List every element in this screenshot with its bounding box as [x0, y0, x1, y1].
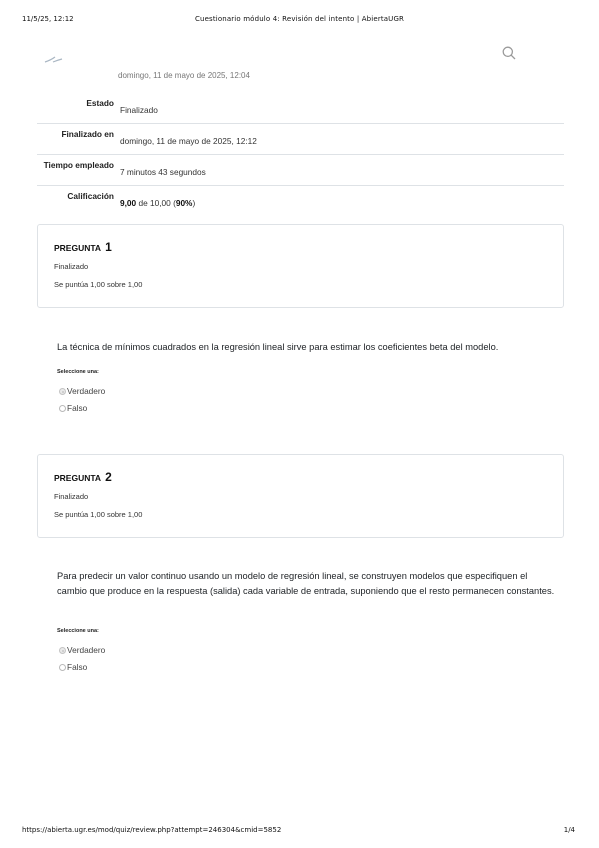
summary-value: Finalizado [120, 105, 158, 115]
print-date: 11/5/25, 12:12 [22, 15, 74, 23]
search-icon[interactable] [502, 46, 516, 60]
radio-checked-icon[interactable] [59, 647, 66, 654]
attempt-summary-table [37, 93, 564, 216]
print-page-number: 1/4 [563, 826, 575, 834]
summary-row-finalizado-en [37, 124, 564, 155]
option-verdadero[interactable] [59, 645, 105, 657]
score-mid: de 10,00 ( [136, 198, 176, 208]
option-label: Falso [67, 662, 88, 672]
question-state: Finalizado [54, 492, 89, 501]
question-info-card-1 [37, 224, 564, 308]
summary-value [120, 198, 195, 208]
question-label: PREGUNTA [54, 243, 101, 253]
score-value: 9,00 [120, 198, 137, 208]
summary-row-calificacion [37, 186, 564, 216]
select-label: Seleccione una: [57, 628, 99, 634]
print-footer [0, 820, 599, 840]
question-info-card-2 [37, 454, 564, 538]
summary-value: 7 minutos 43 segundos [120, 167, 206, 177]
print-url: https://abierta.ugr.es/mod/quiz/review.php?attempt=246304&cmid=5852 [22, 826, 282, 834]
option-falso[interactable] [59, 403, 87, 415]
question-title [54, 470, 112, 484]
score-end: ) [192, 198, 196, 208]
summary-label: Finalizado en [61, 129, 114, 139]
question-state: Finalizado [54, 262, 89, 271]
option-label: Verdadero [67, 645, 106, 655]
radio-checked-icon[interactable] [59, 388, 66, 395]
summary-row-tiempo [37, 155, 564, 186]
score-percent: 90% [175, 198, 193, 208]
summary-label: Tiempo empleado [43, 160, 114, 170]
logo-mark-icon[interactable] [43, 54, 65, 64]
option-label: Falso [67, 403, 88, 413]
question-text: Para predecir un valor continuo usando un modelo de regresión lineal, se construyen modelos que especifiquen el cambio que produce en la respuesta (salida) cada variable de entrada, suponiendo que el resto permanecen constantes. [57, 571, 555, 596]
summary-label: Estado [86, 98, 114, 108]
question-grade: Se puntúa 1,00 sobre 1,00 [54, 280, 143, 289]
radio-unchecked-icon[interactable] [59, 664, 66, 671]
print-title: Cuestionario módulo 4: Revisión del intento | AbiertaUGR [194, 15, 405, 23]
site-header [0, 36, 599, 76]
summary-value: domingo, 11 de mayo de 2025, 12:12 [120, 136, 257, 146]
option-label: Verdadero [67, 386, 106, 396]
question-text: La técnica de mínimos cuadrados en la regresión lineal sirve para estimar los coeficientes beta del modelo. [57, 342, 499, 352]
summary-row-estado [37, 93, 564, 124]
question-number: 1 [105, 240, 112, 254]
question-number: 2 [105, 470, 112, 484]
summary-label: Calificación [67, 191, 114, 201]
option-falso[interactable] [59, 662, 87, 674]
select-label: Seleccione una: [57, 369, 99, 375]
radio-unchecked-icon[interactable] [59, 405, 66, 412]
option-verdadero[interactable] [59, 386, 105, 398]
question-title [54, 240, 112, 254]
question-grade: Se puntúa 1,00 sobre 1,00 [54, 510, 143, 519]
cutoff-row-text: domingo, 11 de mayo de 2025, 12:04 [118, 71, 250, 80]
question-label: PREGUNTA [54, 473, 101, 483]
print-header [0, 0, 599, 26]
